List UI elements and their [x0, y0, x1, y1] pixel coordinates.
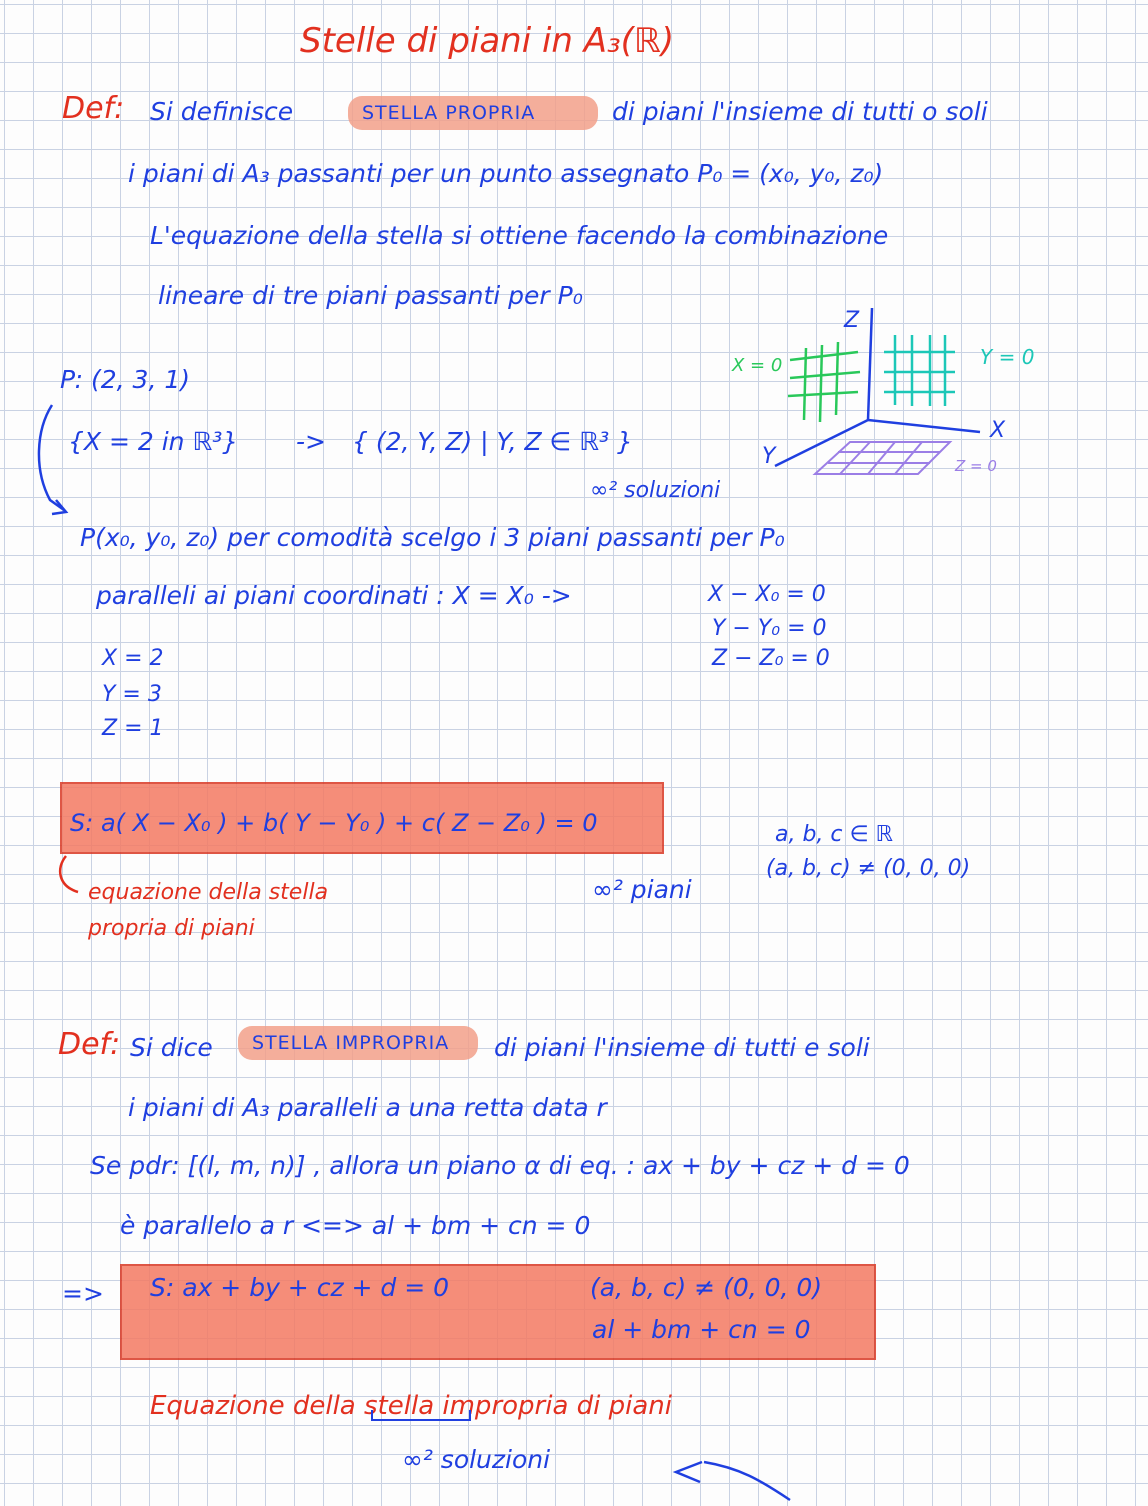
def2-line3: Se pdr: [(l, m, n)] , allora un piano α di eq. : ax + by + cz + d = 0	[90, 1151, 910, 1180]
general-eq1: X − X₀ = 0	[708, 582, 826, 607]
def2-post: di piani l'insieme di tutti e soli	[494, 1033, 870, 1062]
def1-line3: L'equazione della stella si ottiene facendo la combinazione	[150, 221, 889, 250]
formula2-implies: =>	[62, 1279, 104, 1308]
formula1-caption2: propria di piani	[88, 916, 255, 941]
formula1-caption1: equazione della stella	[88, 880, 329, 905]
def2-line2: i piani di A₃ paralleli a una retta data r	[128, 1093, 607, 1122]
formula2-cond2: al + bm + cn = 0	[592, 1315, 811, 1344]
example-solutions: ∞² soluzioni	[590, 478, 721, 503]
x-plane-label: X = 0	[732, 355, 783, 376]
def1-line4: lineare di tre piani passanti per P₀	[158, 281, 583, 310]
def1-pre: Si definisce	[150, 97, 294, 126]
example-system: {X = 2 in ℝ³}	[68, 427, 239, 456]
formula2-eq: S: ax + by + cz + d = 0	[150, 1273, 450, 1302]
x-axis-label: X	[990, 418, 1006, 443]
general-eq3: Z − Z₀ = 0	[712, 646, 830, 671]
example-arrow: ->	[296, 427, 326, 456]
page-title: Stelle di piani in A₃(ℝ)	[300, 21, 675, 61]
def2-line4: è parallelo a r <=> al + bm + cn = 0	[120, 1211, 591, 1240]
formula1-cond2: (a, b, c) ≠ (0, 0, 0)	[766, 856, 971, 881]
footer-solutions: ∞² soluzioni	[402, 1445, 551, 1474]
general-ex1: X = 2	[102, 646, 164, 671]
y-plane-label: Y = 0	[980, 345, 1035, 369]
general-ex2: Y = 3	[102, 682, 162, 707]
y-axis-label: Y	[762, 444, 776, 469]
general-ex3: Z = 1	[102, 716, 164, 741]
def2-label: Def:	[58, 1027, 121, 1062]
formula1-cond1: a, b, c ∈ ℝ	[775, 822, 894, 847]
def2-pre: Si dice	[130, 1033, 213, 1062]
z-axis-label: Z	[844, 308, 860, 333]
example-point: P: (2, 3, 1)	[60, 365, 191, 394]
def1-label: Def:	[62, 91, 125, 126]
def1-post: di piani l'insieme di tutti o soli	[612, 97, 988, 126]
z-plane-label: Z = 0	[955, 457, 997, 475]
formula1-eq: S: a( X − X₀ ) + b( Y − Y₀ ) + c( Z − Z₀ ) = 0	[70, 809, 598, 837]
general-eq2: Y − Y₀ = 0	[712, 616, 827, 641]
def1-highlight: STELLA PROPRIA	[362, 102, 536, 124]
def2-highlight: STELLA IMPROPRIA	[252, 1032, 450, 1054]
formula2-cond1: (a, b, c) ≠ (0, 0, 0)	[590, 1273, 823, 1302]
example-set: { (2, Y, Z) | Y, Z ∈ ℝ³ }	[352, 427, 633, 456]
general-line1: P(x₀, y₀, z₀) per comodità scelgo i 3 piani passanti per P₀	[80, 523, 785, 552]
general-line2: paralleli ai piani coordinati : X = X₀ ->	[96, 581, 572, 610]
def1-line2: i piani di A₃ passanti per un punto assegnato P₀ = (x₀, y₀, z₀)	[128, 159, 884, 188]
formula1-arrow-note: ∞² piani	[592, 875, 692, 904]
footer-caption: Equazione della stella impropria di piani	[150, 1391, 673, 1421]
